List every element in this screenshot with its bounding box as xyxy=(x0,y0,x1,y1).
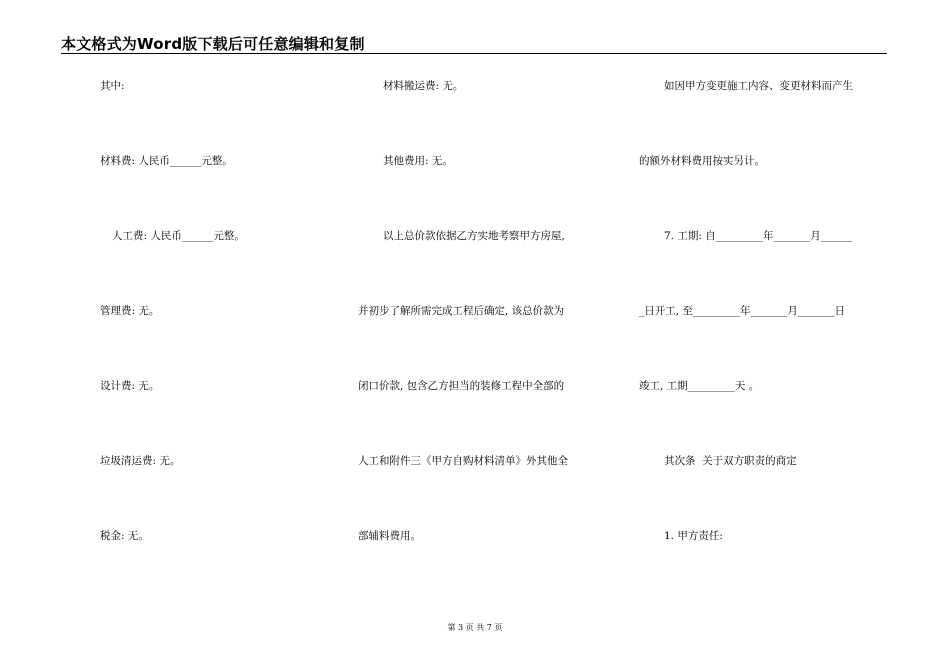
col2-line-3: 以上总价款依据乙方实地考察甲方房屋, xyxy=(383,230,565,242)
col1-line-7: 税金: 无。 xyxy=(100,530,149,542)
col1-line-1: 其中: xyxy=(100,80,125,92)
col1-line-5: 设计费: 无。 xyxy=(100,380,160,392)
col3-line-3: 7. 工期: 自_________年_______月______ xyxy=(664,230,853,242)
col3-line-4: _日开工, 至_________年_______月_______日 xyxy=(639,305,846,317)
col3-line-5: 竣工, 工期_________天 。 xyxy=(639,380,760,392)
document-header-title: 本文格式为Word版下载后可任意编辑和复制 xyxy=(61,35,365,53)
col1-line-4: 管理费: 无。 xyxy=(100,305,160,317)
col1-line-2: 材料费: 人民币______元整。 xyxy=(100,155,233,167)
col2-line-1: 材料搬运费: 无。 xyxy=(383,80,464,92)
col2-line-6: 人工和附件三《甲方自购材料清单》外其他全 xyxy=(358,455,568,467)
col2-line-7: 部辅料费用。 xyxy=(358,530,421,542)
col2-line-4: 并初步了解所需完成工程后确定, 该总价款为 xyxy=(358,305,565,317)
col1-line-6: 垃圾清运费: 无。 xyxy=(100,455,181,467)
page-number-footer: 第 3 页 共 7 页 xyxy=(447,623,503,632)
col3-line-6: 其次条 关于双方职责的商定 xyxy=(664,455,797,467)
col3-line-1: 如因甲方变更施工内容、变更材料而产生 xyxy=(664,80,853,92)
col3-line-7: 1. 甲方责任: xyxy=(664,530,723,542)
header-divider xyxy=(61,53,887,54)
col1-line-3: 人工费: 人民币______元整。 xyxy=(112,230,245,242)
col3-line-2: 的额外材料费用按实另计。 xyxy=(639,155,765,167)
col2-line-2: 其他费用: 无。 xyxy=(383,155,453,167)
col2-line-5: 闭口价款, 包含乙方担当的装修工程中全部的 xyxy=(358,380,565,392)
